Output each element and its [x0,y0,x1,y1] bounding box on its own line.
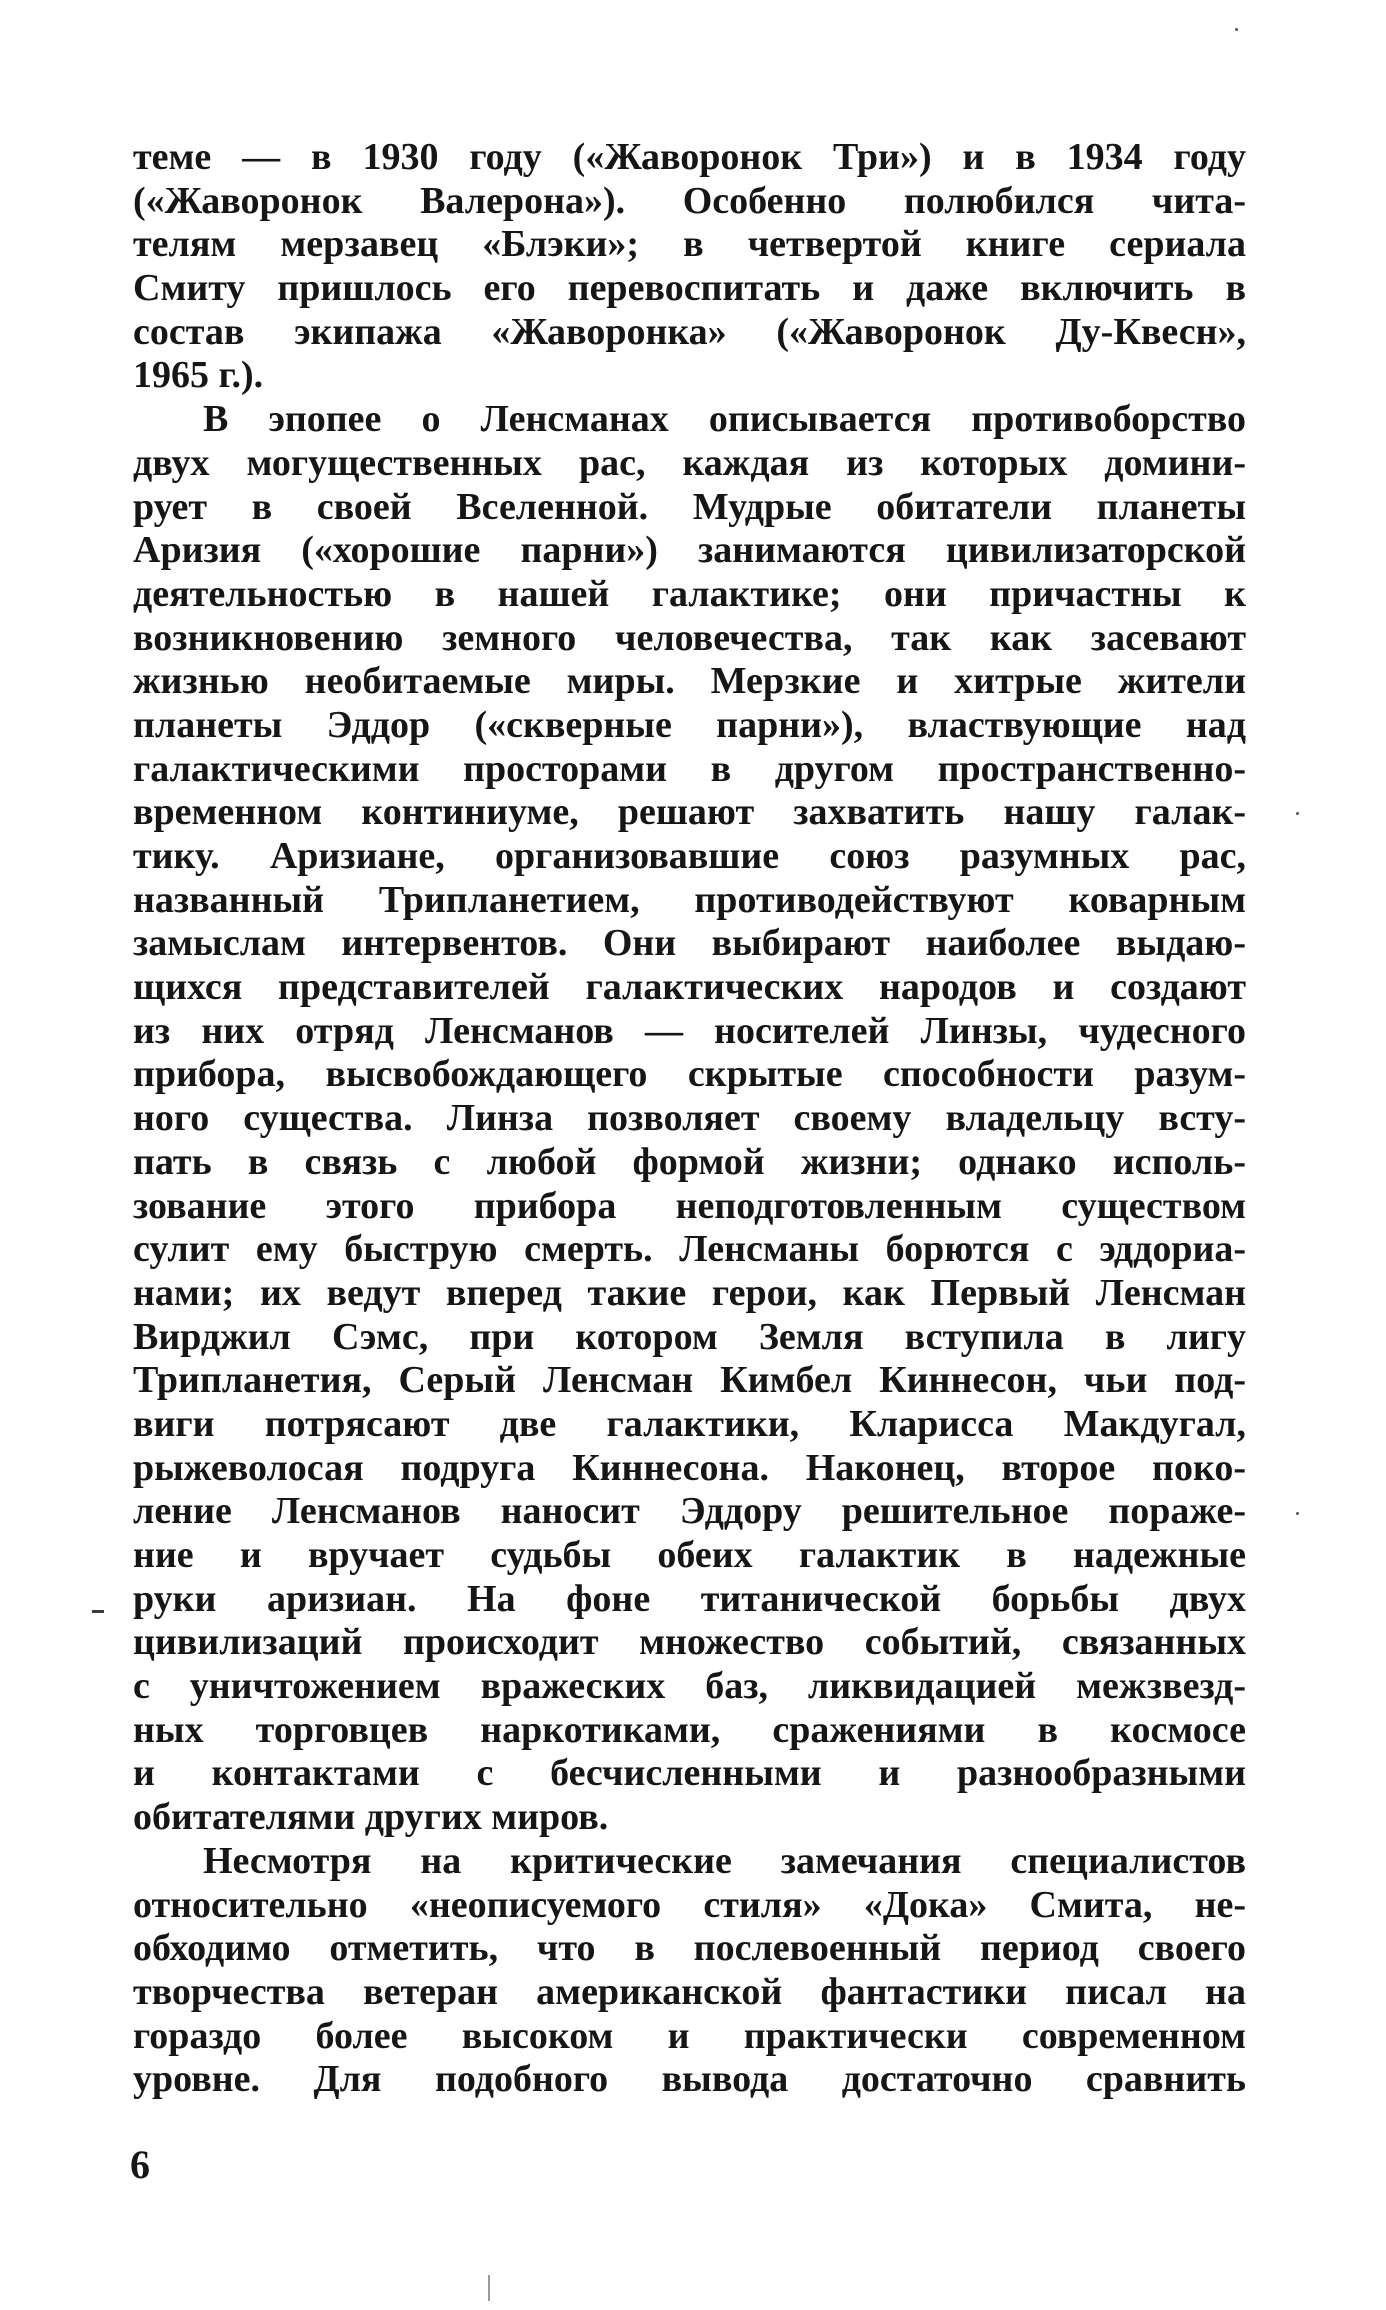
text-line: ление Ленсманов наносит Эддору решительное пораже- [133,1490,1246,1533]
text-line: планеты Эддор («скверные парни»), властвующие над [133,703,1246,746]
text-line: с уничтожением вражеских баз, ликвидацией межзвезд- [133,1665,1246,1708]
text-line: сулит ему быструю смерть. Ленсманы борются с эддориа- [133,1228,1246,1271]
text-line: ного существа. Линза позволяет своему владельцу всту- [133,1097,1246,1140]
scan-speck [1235,28,1238,31]
text-line: теме — в 1930 году («Жаворонок Три») и в 1934 году [133,136,1246,178]
margin-mark [92,1610,104,1613]
text-line: зование этого прибора неподготовленным существом [133,1184,1246,1227]
scan-speck [1296,812,1299,815]
text-line: нами; их ведут вперед такие герои, как Первый Ленсман [133,1271,1246,1314]
text-line: Трипланетия, Серый Ленсман Кимбел Киннесон, чьи под- [133,1359,1246,1402]
scan-speck [1296,1512,1299,1515]
text-line: обходимо отметить, что в послевоенный период своего [133,1927,1246,1970]
text-line: («Жаворонок Валерона»). Особенно полюбился чита- [133,179,1246,222]
text-line: Аризия («хорошие парни») занимаются цивилизаторской [133,529,1246,572]
text-line: состав экипажа «Жаворонка» («Жаворонок Ду-Квесн», [133,310,1246,353]
text-line: Смиту пришлось его перевоспитать и даже включить в [133,267,1246,310]
text-line: пать в связь с любой формой жизни; однако исполь- [133,1140,1246,1183]
text-line: ных торговцев наркотиками, сражениями в космосе [133,1708,1246,1751]
scan-mark [488,2275,490,2301]
text-line: цивилизаций происходит множество событий, связанных [133,1621,1246,1664]
text-line: замыслам интервентов. Они выбирают наиболее выдаю- [133,922,1246,965]
paragraph-end-line: 1965 г.). [133,354,264,397]
text-line: прибора, высвобождающего скрытые способности разум- [133,1053,1246,1096]
text-line: временном континиуме, решают захватить нашу галак- [133,791,1246,834]
text-line: возникновению земного человечества, так как засевают [133,616,1246,659]
text-line: тику. Аризиане, организовавшие союз разумных рас, [133,835,1246,877]
text-line: ние и вручает судьбы обеих галактик в надежные [133,1534,1246,1576]
paragraph-first-line: Несмотря на критические замечания специалистов [203,1839,1246,1882]
text-line: жизнью необитаемые миры. Мерзкие и хитрые жители [133,660,1246,703]
text-line: творчества ветеран американской фантастики писал на [133,1970,1246,2013]
body-text [133,136,1246,2102]
text-line: щихся представителей галактических народов и создают [133,966,1246,1009]
text-line: виги потрясают две галактики, Кларисса Макдугал, [133,1402,1246,1445]
text-line: гораздо более высоком и практически современном [133,2014,1246,2057]
text-line: уровне. Для подобного вывода достаточно сравнить [133,2058,1246,2101]
text-line: руки аризиан. На фоне титанической борьбы двух [133,1577,1246,1620]
paragraph-first-line: В эпопее о Ленсманах описывается противоборство [203,398,1246,441]
text-line: относительно «неописуемого стиля» «Дока» Смита, не- [133,1883,1246,1926]
text-line: и контактами с бесчисленными и разнообразными [133,1752,1246,1795]
text-line: рыжеволосая подруга Киннесона. Наконец, второе поко- [133,1446,1246,1489]
text-line: деятельностью в нашей галактике; они причастны к [133,572,1246,615]
paragraph-end-line: обитателями других миров. [133,1796,609,1839]
text-line: Вирджил Сэмс, при котором Земля вступила в лигу [133,1315,1246,1358]
text-line: телям мерзавец «Блэки»; в четвертой книге сериала [133,223,1246,266]
text-line: названный Трипланетием, противодействуют коварным [133,878,1246,921]
page-number: 6 [130,2142,150,2187]
text-line: двух могущественных рас, каждая из которых домини- [133,441,1246,484]
text-line: галактическими просторами в другом пространственно- [133,747,1246,790]
text-line: из них отряд Ленсманов — носителей Линзы, чудесного [133,1009,1246,1052]
text-line: рует в своей Вселенной. Мудрые обитатели планеты [133,485,1246,528]
